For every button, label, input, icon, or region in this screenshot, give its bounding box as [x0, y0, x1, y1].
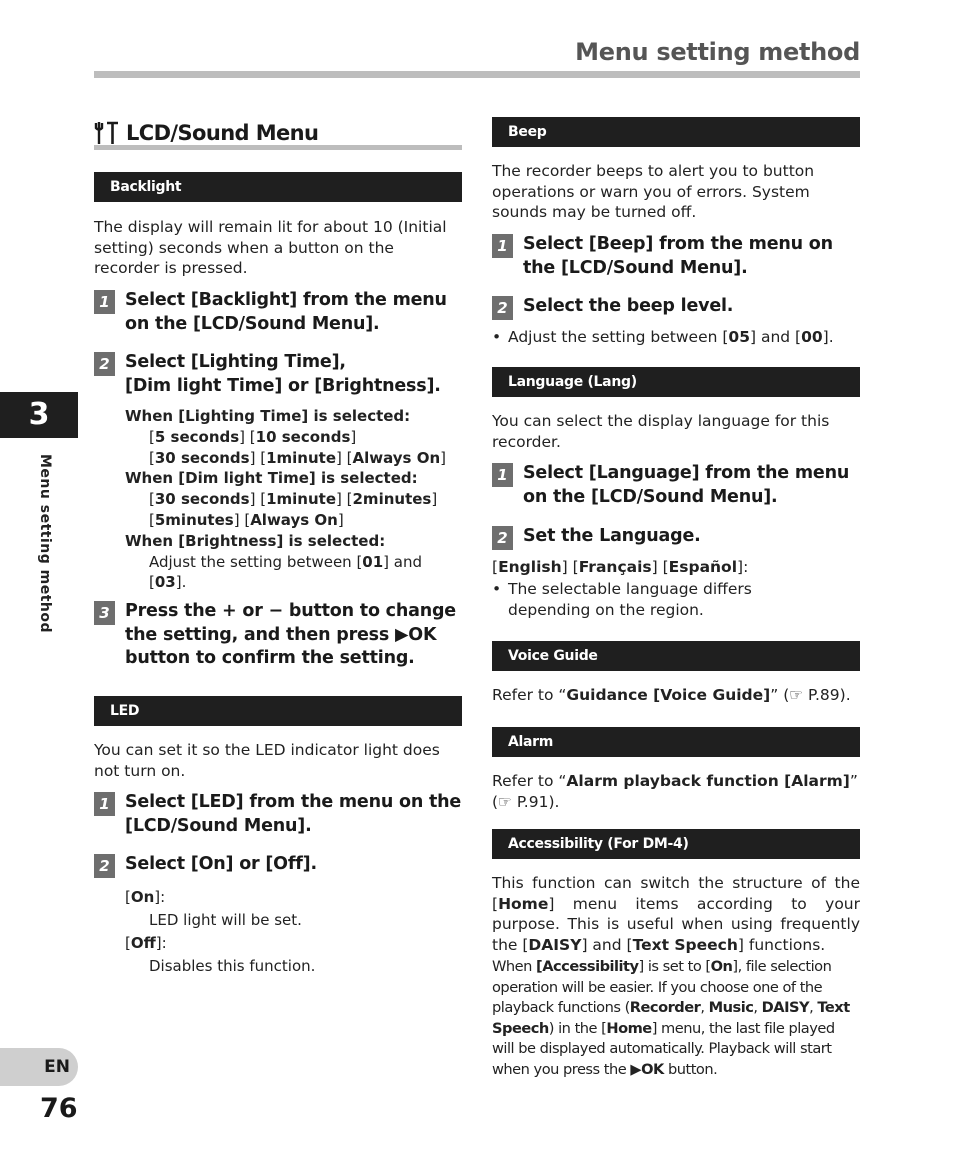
alarm-ref: Refer to “Alarm playback function [Alarm]” (☞ P.91). — [492, 772, 858, 811]
led-off-label: [Off]: — [125, 934, 167, 952]
language-desc: You can select the display language for this recorder. — [492, 412, 830, 451]
page-header-title: Menu setting method — [575, 38, 860, 66]
step-number: 1 — [94, 792, 115, 816]
step-number: 1 — [492, 463, 513, 487]
language-bar: Language (Lang) — [492, 367, 860, 397]
led-bar: LED — [94, 696, 462, 726]
header-rule — [94, 71, 860, 78]
led-on-desc: LED light will be set. — [149, 911, 302, 929]
led-options — [125, 886, 465, 978]
section-rule — [94, 145, 462, 150]
backlight-step-1: 1 Select [Backlight] from the menu on the [LCD/Sound Menu]. — [94, 289, 464, 336]
beep-step-1: 1 Select [Beep] from the menu on the [LCD/Sound Menu]. — [492, 233, 862, 280]
language-bullet: • The selectable language differs depending on the region. — [492, 580, 752, 619]
backlight-bar: Backlight — [94, 172, 462, 202]
when-dim-light-time: When [Dim light Time] is selected: — [125, 469, 418, 488]
dim-light-time-options: [30 seconds] [1minute] [2minutes] [5minutes] [Always On] — [149, 490, 438, 529]
beep-bullet: • Adjust the setting between [05] and [00]. — [492, 328, 834, 346]
backlight-options — [125, 406, 465, 593]
language-step-1: 1 Select [Language] from the menu on the [LCD/Sound Menu]. — [492, 462, 862, 509]
accessibility-bar: Accessibility (For DM-4) — [492, 829, 860, 859]
lighting-time-options: [5 seconds] [10 seconds] [30 seconds] [1minute] [Always On] — [149, 427, 446, 467]
led-step-1: 1 Select [LED] from the menu on the [LCD/Sound Menu]. — [94, 791, 464, 838]
accessibility-desc-2: When [Accessibility] is set to [On], file selection operation will be easier. If you choose one of the playback functions (Recorder, Music, DAISY, Text Speech) in the [Home] menu, the last file played will be displayed automatically. Playback will start when you press the ▶OK button. — [492, 958, 850, 1078]
when-brightness: When [Brightness] is selected: — [125, 531, 386, 550]
step-number: 3 — [94, 601, 115, 625]
section-title — [94, 120, 318, 146]
step-number: 1 — [492, 234, 513, 258]
backlight-step-2: 2 Select [Lighting Time], [Dim light Time] or [Brightness]. — [94, 351, 464, 398]
beep-desc: The recorder beeps to alert you to button operations or warn you of errors. System sounds may be turned off. — [492, 162, 815, 221]
when-lighting-time: When [Lighting Time] is selected: — [125, 407, 411, 425]
step-number: 2 — [492, 526, 513, 550]
voice-guide-ref: Refer to “Guidance [Voice Guide]” (☞ P.89). — [492, 686, 851, 704]
step-number: 2 — [492, 296, 513, 320]
section-title-text: LCD/Sound Menu — [126, 121, 319, 145]
page-number: 76 — [40, 1093, 78, 1124]
led-off-desc: Disables this function. — [149, 957, 316, 975]
led-desc: You can set it so the LED indicator light does not turn on. — [94, 741, 440, 780]
voice-guide-bar: Voice Guide — [492, 641, 860, 671]
backlight-desc: The display will remain lit for about 10 (Initial setting) seconds when a button on the recorder is pressed. — [94, 218, 447, 277]
step-number: 2 — [94, 352, 115, 376]
brightness-options: Adjust the setting between [01] and [03]. — [149, 552, 423, 592]
led-on-label: [On]: — [125, 888, 166, 906]
language-badge: EN — [0, 1048, 78, 1086]
beep-bar: Beep — [492, 117, 860, 147]
accessibility-desc-1: This function can switch the structure of the [Home] menu items according to your purpose. This is useful when using frequently the [DAISY] and [Text Speech] functions. — [492, 874, 860, 954]
language-step-2: 2 Set the Language. — [492, 525, 862, 550]
language-options: [English] [Français] [Español]: — [492, 558, 749, 576]
led-step-2: 2 Select [On] or [Off]. — [94, 853, 464, 878]
chapter-tab: 3 — [0, 392, 78, 438]
tools-icon — [94, 120, 120, 146]
step-number: 2 — [94, 854, 115, 878]
backlight-step-3: 3 Press the + or − button to change the setting, and then press ▶OK button to confirm the setting. — [94, 600, 464, 671]
step-number: 1 — [94, 290, 115, 314]
alarm-bar: Alarm — [492, 727, 860, 757]
beep-step-2: 2 Select the beep level. — [492, 295, 862, 320]
side-chapter-label: Menu setting method — [37, 454, 53, 633]
